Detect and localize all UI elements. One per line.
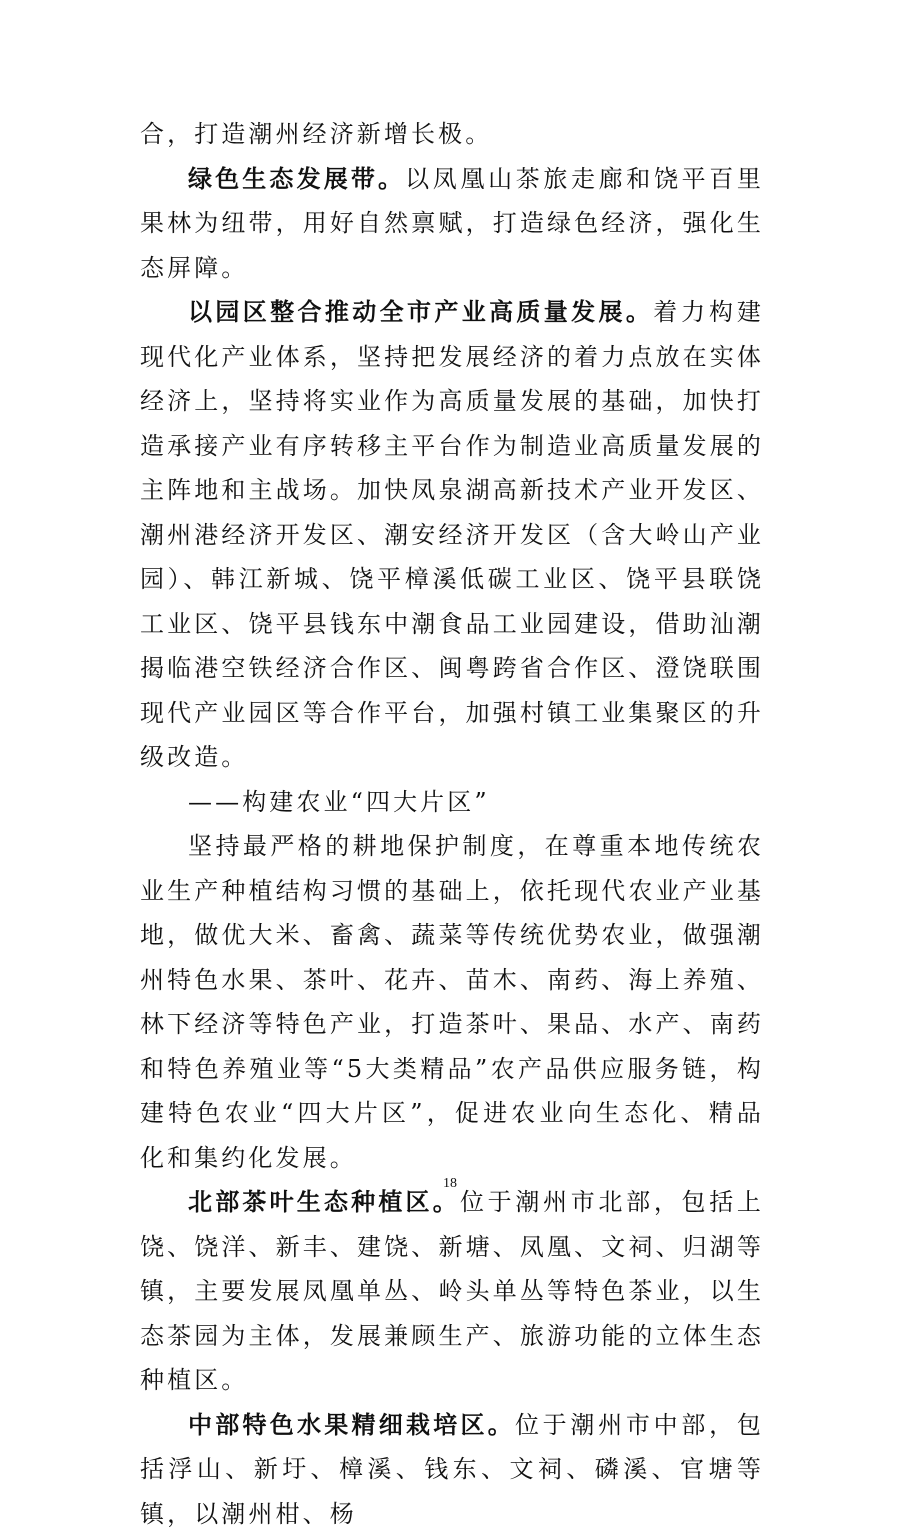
paragraph-7 — [140, 1403, 764, 1536]
paragraph-lead: 中部特色水果精细栽培区。 — [188, 1411, 515, 1439]
paragraph-lead: 以园区整合推动全市产业高质量发展。 — [188, 298, 653, 326]
paragraph-6 — [140, 1180, 764, 1403]
section-heading — [140, 780, 764, 825]
paragraph-lead: 绿色生态发展带。 — [188, 165, 405, 193]
paragraph-text: 位于潮州市中部，包括浮山、新圩、樟溪、钱东、文祠、磷溪、官塘等镇，以潮州柑、杨 — [140, 1411, 764, 1528]
paragraph-text: 以凤凰山茶旅走廊和饶平百里果林为纽带，用好自然禀赋，打造绿色经济，强化生态屏障。 — [140, 165, 764, 282]
paragraph-text: 位于潮州市北部，包括上饶、饶洋、新丰、建饶、新塘、凤凰、文祠、归湖等镇，主要发展凤凰单丛、岭头单丛等特色茶业，以生态茶园为主体，发展兼顾生产、旅游功能的立体生态种植区。 — [140, 1188, 764, 1394]
page-number: 18 — [0, 1176, 900, 1192]
paragraph-text: ——构建农业“四大片区” — [188, 788, 490, 816]
paragraph-lead: 北部茶叶生态种植区。 — [188, 1188, 460, 1216]
paragraph-3 — [140, 290, 764, 780]
paragraph-text: 合，打造潮州经济新增长极。 — [140, 120, 492, 148]
paragraph-1 — [140, 112, 764, 157]
paragraph-text: 坚持最严格的耕地保护制度，在尊重本地传统农业生产种植结构习惯的基础上，依托现代农业产业基地，做优大米、畜禽、蔬菜等传统优势农业，做强潮州特色水果、茶叶、花卉、苗木、南药、海上养殖、林下经济等特色产业，打造茶叶、果品、水产、南药和特色养殖业等“5大类精品”农产品供应服务链，构建特色农业“四大片区”，促进农业向生态化、精品化和集约化发展。 — [140, 832, 764, 1172]
paragraph-2 — [140, 157, 764, 291]
paragraph-text: 着力构建现代化产业体系，坚持把发展经济的着力点放在实体经济上，坚持将实业作为高质量发展的基础，加快打造承接产业有序转移主平台作为制造业高质量发展的主阵地和主战场。加快凤泉湖高新技术产业开发区、潮州港经济开发区、潮安经济开发区（含大岭山产业园）、韩江新城、饶平樟溪低碳工业区、饶平县联饶工业区、饶平县钱东中潮食品工业园建设，借助汕潮揭临港空铁经济合作区、闽粤跨省合作区、澄饶联围现代产业园区等合作平台，加强村镇工业集聚区的升级改造。 — [140, 298, 764, 771]
body-text — [140, 112, 764, 1536]
paragraph-5 — [140, 824, 764, 1180]
